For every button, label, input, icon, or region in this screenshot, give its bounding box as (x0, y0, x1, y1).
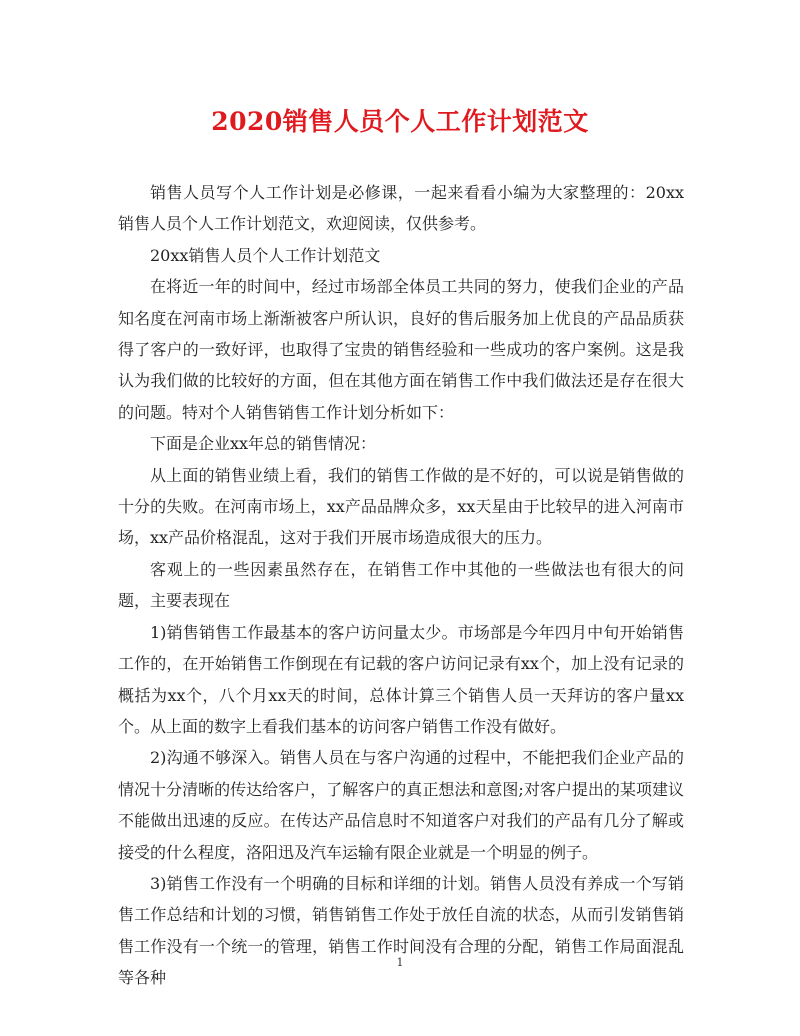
paragraph-sales-status: 下面是企业xx年总的销售情况： (150, 434, 377, 454)
document-body (118, 177, 684, 994)
paragraph-point-1: 1)销售销售工作最基本的客户访问量太少。市场部是今年四月中旬开始销售工作的，在开始销售工作倒现在有记载的客户访问记录有xx个，加上没有记录的概括为xx个，八个月xx天的时间，总体计算三个销售人员一天拜访的客户量xx个。从上面的数字上看我们基本的访问客户销售工作没有做好。 (118, 622, 684, 736)
paragraph-point-2: 2)沟通不够深入。销售人员在与客户沟通的过程中，不能把我们企业产品的情况十分清晰的传达给客户，了解客户的真正想法和意图;对客户提出的某项建议不能做出迅速的反应。在传达产品信息时不知道客户对我们的产品有几分了解或接受的什么程度，洛阳迅及汽车运输有限企业就是一个明显的例子。 (118, 748, 684, 862)
paragraph-point-3: 3)销售工作没有一个明确的目标和详细的计划。销售人员没有养成一个写销售工作总结和计划的习惯，销售销售工作处于放任自流的状态，从而引发销售销售工作没有一个统一的管理，销售工作时间没有合理的分配，销售工作局面混乱等各种 (118, 873, 684, 988)
paragraph-overview: 在将近一年的时间中，经过市场部全体员工共同的努力，使我们企业的产品知名度在河南市场上渐渐被客户所认识，良好的售后服务加上优良的产品品质获得了客户的一致好评，也取得了宝贵的销售经验和一些成功的客户案例。这是我认为我们做的比较好的方面，但在其他方面在销售工作中我们做法还是存在很大的问题。特对个人销售销售工作计划分析如下： (118, 277, 684, 422)
paragraph-subtitle: 20xx销售人员个人工作计划范文 (150, 245, 381, 265)
paragraph-intro: 销售人员写个人工作计划是必修课，一起来看看小编为大家整理的：20xx销售人员个人工作计划范文，欢迎阅读，仅供参考。 (118, 183, 684, 234)
document-title: 2020销售人员个人工作计划范文 (211, 107, 589, 136)
paragraph-performance: 从上面的销售业绩上看，我们的销售工作做的是不好的，可以说是销售做的十分的失败。在河南市场上，xx产品品牌众多，xx天星由于比较早的进入河南市场，xx产品价格混乱，这对于我们开展市场造成很大的压力。 (118, 465, 684, 548)
paragraph-problems: 客观上的一些因素虽然存在，在销售工作中其他的一些做法也有很大的问题，主要表现在 (118, 559, 684, 611)
page-number: 1 (396, 956, 404, 969)
